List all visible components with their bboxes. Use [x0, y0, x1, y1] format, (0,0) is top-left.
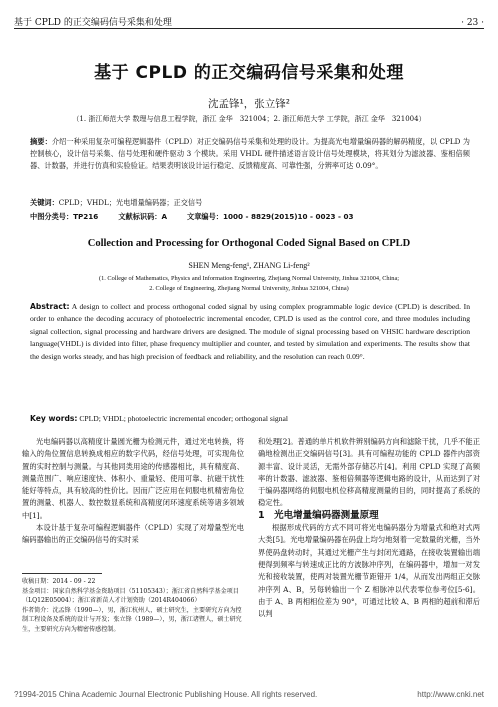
footnote-received: 收稿日期：2014 - 09 - 22: [22, 578, 96, 585]
article-number: 文章编号：1000 - 8829(2015)10 - 0023 - 03: [187, 212, 354, 221]
header-divider: [14, 28, 484, 29]
affiliation-en-line: 2. College of Engineering, Zhejiang Normal University, Jinhua 321004, China): [149, 285, 349, 292]
footnote-author-bio: 作者简介：沈孟锋（1990—），男，浙江杭州人，硕士研究生，主要研究方向为控制工程设备及系统的设计与开发；张立锋（1989—），男，浙江诸暨人，硕士研究生，主要研究方向为精密传感控制。: [22, 606, 242, 633]
abstract-cn-text: 介绍一种采用复杂可编程逻辑器件（CPLD）对正交编码信号采集和处理的设计。为提高光电增量编码器的解码精度，以 CPLD 为控制核心，设计信号采集、信号处理和硬件驱动 3 个模块。采用 VHDL 硬件描述语言设计信号处理模块，将其划分为滤波器、鉴相倍频器、计数器，并进行仿真和实验验证。结果表明该设计运行稳定、反馈精度高、可靠性强，分辨率可达 0.09°。: [30, 137, 470, 170]
keywords-en-label: Key words:: [30, 414, 78, 423]
running-header: [14, 10, 484, 28]
paper-title-cn: 基于 CPLD 的正交编码信号采集和处理: [94, 63, 404, 83]
abstract-cn: [30, 136, 470, 172]
abstract-en-label: Abstract:: [30, 302, 70, 311]
body-paragraph: 本设计基于复杂可编程逻辑器件（CPLD）实现了对增量型光电编码器输出的正交编码信号的实时采: [22, 523, 244, 545]
keywords-en-text: CPLD; VHDL; photoelectric incremental encoder; orthogonal signal: [77, 414, 288, 423]
classification-cn: [30, 212, 470, 222]
clc-number: 中图分类号：TP216: [30, 212, 99, 221]
authors-en: SHEN Meng-feng¹, ZHANG Li-feng²: [188, 261, 310, 270]
running-header-title: 基于 CPLD 的正交编码信号采集和处理: [14, 18, 172, 28]
affiliation-cn: （1. 浙江师范大学 数理与信息工程学院，浙江 金华 321004；2. 浙江师范大学 工学院，浙江 金华 321004）: [72, 115, 426, 123]
affiliation-en-line: (1. College of Mathematics, Physics and Information Engineering, Zhejiang Normal University, Jinhua 321004, China;: [98, 275, 400, 282]
cnki-url: http://www.cnki.net: [417, 690, 484, 699]
body-left-column: [22, 436, 244, 547]
document-code: 文献标识码：A: [118, 212, 168, 221]
keywords-cn-text: CPLD；VHDL；光电增量编码器；正交信号: [58, 198, 203, 207]
abstract-en-text: A design to collect and process orthogonal coded signal by using complex programmable logic device (CPLD) is described. In order to enhance the decoding accuracy of photoelectric incremental encoder, CPLD is used as the control core, and three modules including signal collection, signal processing and hardware drivers are designed. The module of signal processing based on VHSIC hardware description language(VHDL) is divided into filter, phase frequency multiplier and counter, and tested by simulation and experiments. The results show that the design works steady, and has high precision of feedback and reliability, and the resolution can reach 0.09°.: [30, 302, 470, 361]
copyright-text: ?1994-2015 China Academic Journal Electronic Publishing House. All rights reserved.: [14, 690, 318, 699]
keywords-en: [30, 414, 470, 423]
abstract-en: [30, 301, 470, 363]
body-paragraph: 和处理[2]。普通的单片机软件辨别编码方向和滤除干扰，几乎不能正确地检测出正交编码信号[3]。具有可编程功能的 CPLD 器件内部资源丰富、设计灵活，无需外部存储芯片[4]。利用 CPLD 实现了高频率的计数器、滤波器、鉴相倍频器等逻辑电路的设计，从而达到了对于编码器网络的伺服电机位移高精度测量的目的，同时提高了系统的稳定性。: [258, 437, 480, 508]
abstract-cn-label: 摘要：: [30, 137, 52, 146]
section-heading: 1 光电增量编码器测量原理: [258, 509, 379, 521]
page-number: · 23 ·: [461, 18, 484, 28]
keywords-cn: [30, 198, 470, 208]
paper-title-en: Collection and Processing for Orthogonal Coded Signal Based on CPLD: [87, 238, 411, 249]
footnote-funding: 基金项目：国家自然科学基金资助项目（51105343）；浙江省自然科学基金项目（LQ12E05004）；浙江省新苗人才计划资助（2014R404066）: [22, 587, 239, 605]
body-paragraph: 根据形成代码的方式不同可将光电编码器分为增量式和绝对式两大类[5]。光电增量编码器在码盘上均匀地刻着一定数量的光栅，当外界使码盘转动时，其通过光栅产生与封闭光通路，在接收装置输出端便得到频率与转速成正比的方波脉冲序列，在编码器中，增加一对发光和接收装置，使两对装置光栅节距错开 1/4，从而发出两组正交脉冲序列 A、B，另每转输出一个 Z 相脉冲以代表零位参考位[5-6]。由于 A、B 两相相位差为 90°，可通过比较 A、B 两相的超前和滞后以判: [258, 523, 480, 619]
affiliation-en: [0, 274, 498, 294]
body-paragraph: 光电编码器以高精度计量圆光栅为检测元件，通过光电转换，将输入的角位置信息转换成相应的数字代码，经信号处理，可实现角位置的实时控制与测量。与其他同类用途的传感器相比，具有精度高、测量范围广、响应速度快、体积小、重量轻、使用可靠、抗磁干扰性能好等特点，具有较高的性价比。因而广泛应用在伺服电机精密角位置的测量、机器人、数控数显系统和高精度闭环速度系统等诸多领域中[1]。: [22, 437, 244, 520]
body-right-column: [258, 436, 480, 620]
authors-cn: 沈孟锋¹，张立锋²: [208, 98, 290, 110]
footnote: [22, 577, 244, 635]
copyright-line: [14, 690, 484, 699]
keywords-cn-label: 关键词：: [30, 198, 59, 207]
footnote-divider: [22, 573, 102, 574]
